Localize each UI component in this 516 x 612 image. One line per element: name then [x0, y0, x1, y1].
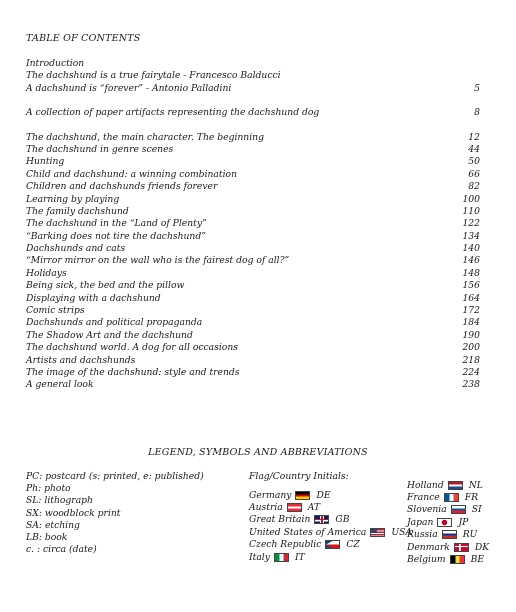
toc-gap — [26, 95, 480, 107]
toc-entry-title: Dachshunds and cats — [26, 243, 126, 255]
toc-entry-page: 82 — [468, 181, 480, 193]
flag-list-right — [407, 479, 489, 566]
flag-nl-icon — [448, 481, 463, 490]
toc-entry[interactable] — [26, 181, 480, 193]
country-code: FR — [464, 492, 479, 504]
toc-entry[interactable] — [26, 169, 480, 181]
toc-entry-title: Holidays — [26, 267, 67, 279]
toc-entry-page: 164 — [462, 292, 480, 304]
country-name: Austria — [249, 502, 283, 514]
country-code: JP — [458, 516, 469, 528]
toc-entry-title: Comic strips — [26, 305, 85, 317]
toc-entry-page: 148 — [462, 267, 480, 279]
toc-entry[interactable] — [26, 231, 480, 243]
toc-entry[interactable] — [26, 367, 480, 379]
toc-entry-page: 110 — [462, 205, 480, 217]
flag-legend-item — [249, 539, 412, 551]
toc-entry[interactable] — [26, 293, 480, 305]
toc-entry-title: The dachshund in genre scenes — [26, 143, 174, 155]
flag-legend-item — [407, 504, 489, 516]
country-code: RU — [462, 529, 478, 541]
flag-legend-item — [249, 551, 412, 563]
toc-entry-title: The dachshund, the main character. The beginning — [26, 131, 264, 143]
toc-entry-page: 50 — [468, 156, 480, 168]
toc-entry[interactable] — [26, 206, 480, 218]
flag-jp-icon — [437, 518, 452, 527]
toc-entry[interactable] — [26, 70, 480, 82]
toc-entry[interactable] — [26, 83, 480, 95]
country-name: Slovenia — [407, 504, 447, 516]
toc-entry-title: Dachshunds and political propaganda — [26, 317, 203, 329]
toc-entry[interactable] — [26, 58, 480, 70]
toc-entry-title: Introduction — [26, 58, 85, 69]
toc-entry[interactable] — [26, 330, 480, 342]
country-name: Germany — [249, 489, 292, 501]
flag-gb-icon — [314, 515, 329, 524]
toc-entry[interactable] — [26, 355, 480, 367]
toc-entry[interactable] — [26, 243, 480, 255]
toc-list — [26, 58, 480, 392]
toc-entry-page: 122 — [462, 218, 480, 230]
flag-legend-item — [407, 491, 489, 503]
abbreviation-item: SA: etching — [26, 519, 80, 531]
abbreviation-item: SL: lithograph — [26, 495, 93, 507]
flag-cz-icon — [325, 540, 340, 549]
toc-entry-page: 146 — [462, 255, 480, 267]
toc-entry[interactable] — [26, 317, 480, 329]
toc-entry-title: Displaying with a dachshund — [26, 292, 161, 304]
toc-entry-page: 5 — [474, 82, 480, 94]
toc-entry-page: 218 — [462, 354, 480, 366]
toc-entry-page: 134 — [462, 230, 480, 242]
toc-entry-title: Being sick, the bed and the pillow — [26, 280, 185, 292]
toc-entry-title: The dachshund world. A dog for all occasions — [26, 342, 238, 354]
toc-entry-page: 184 — [462, 317, 480, 329]
flag-legend-item — [249, 501, 412, 513]
flag-legend-item — [407, 479, 489, 491]
flag-legend-item — [407, 553, 489, 565]
abbreviation-item: Ph: photo — [26, 483, 71, 495]
toc-entry-page: 200 — [462, 342, 480, 354]
flag-it-icon — [274, 553, 289, 562]
toc-entry[interactable] — [26, 107, 480, 119]
flag-legend-item — [407, 541, 489, 553]
toc-entry-page: 190 — [462, 329, 480, 341]
flag-si-icon — [451, 505, 466, 514]
country-code: USA — [391, 526, 413, 538]
abbreviations-list — [26, 471, 204, 556]
toc-entry[interactable] — [26, 156, 480, 168]
toc-entry-page: 156 — [462, 280, 480, 292]
country-code: CZ — [346, 539, 360, 551]
flag-legend-item — [249, 489, 412, 501]
country-code: GB — [335, 514, 350, 526]
abbreviation-item: c. : circa (date) — [26, 544, 97, 556]
country-name: Denmark — [407, 541, 450, 553]
country-code: DE — [316, 489, 331, 501]
toc-entry[interactable] — [26, 194, 480, 206]
toc-entry[interactable] — [26, 268, 480, 280]
country-name: Great Britain — [249, 514, 311, 526]
flag-legend-item — [249, 526, 412, 538]
country-name: Japan — [407, 516, 434, 528]
country-code: DK — [474, 541, 490, 553]
toc-entry[interactable] — [26, 218, 480, 230]
toc-entry-title: The Shadow Art and the dachshund — [26, 329, 193, 341]
flag-be-icon — [450, 555, 465, 564]
country-name: Holland — [407, 479, 444, 491]
flag-fr-icon — [444, 493, 459, 502]
toc-entry-title: Learning by playing — [26, 193, 120, 205]
toc-entry-title: Child and dachshund: a winning combination — [26, 168, 237, 180]
toc-title: TABLE OF CONTENTS — [26, 33, 141, 44]
flag-legend-item — [249, 514, 412, 526]
toc-entry-page: 66 — [468, 168, 480, 180]
toc-entry[interactable] — [26, 379, 480, 391]
country-code: IT — [294, 551, 305, 563]
flags-header: Flag/Country Initials: — [249, 471, 349, 482]
country-code: SI — [471, 504, 482, 516]
country-name: United States of America — [249, 526, 367, 538]
toc-entry-title: Children and dachshunds friends forever — [26, 181, 218, 193]
toc-entry[interactable] — [26, 255, 480, 267]
toc-entry-page: 44 — [468, 143, 480, 155]
toc-entry[interactable] — [26, 342, 480, 354]
toc-entry-title: The family dachshund — [26, 205, 129, 217]
toc-entry-page: 100 — [462, 193, 480, 205]
toc-entry-page: 238 — [462, 379, 480, 391]
country-code: AT — [307, 502, 321, 514]
flag-ru-icon — [442, 530, 457, 539]
toc-entry-title: The dachshund in the “Land of Plenty” — [26, 218, 207, 230]
toc-entry-title: A dachshund is “forever” - Antonio Palladini — [26, 82, 232, 94]
toc-entry-title: A collection of paper artifacts representing the dachshund dog — [26, 107, 320, 119]
abbreviation-item: PC: postcard (s: printed, e: published) — [26, 471, 204, 482]
country-name: France — [407, 492, 440, 504]
toc-gap — [26, 120, 480, 132]
country-name: Russia — [407, 529, 438, 541]
toc-entry-title: Artists and dachshunds — [26, 354, 136, 366]
country-code: NL — [468, 479, 483, 491]
toc-entry-page: 12 — [468, 131, 480, 143]
country-name: Belgium — [407, 554, 446, 566]
flag-legend-item — [407, 529, 489, 541]
flag-at-icon — [287, 503, 302, 512]
toc-entry[interactable] — [26, 132, 480, 144]
toc-entry[interactable] — [26, 280, 480, 292]
flag-list-left — [249, 471, 412, 563]
toc-entry-title: The image of the dachshund: style and trends — [26, 366, 240, 378]
country-name: Italy — [249, 551, 270, 563]
flag-dk-icon — [454, 543, 469, 552]
toc-entry[interactable] — [26, 305, 480, 317]
country-name: Czech Republic — [249, 539, 322, 551]
toc-entry-title: The dachshund is a true fairytale - Francesco Balducci — [26, 70, 281, 82]
toc-entry-title: Hunting — [26, 156, 65, 168]
toc-entry-title: “Mirror mirror on the wall who is the fairest dog of all?” — [26, 255, 290, 267]
toc-entry-page: 8 — [474, 107, 480, 119]
toc-entry-page: 224 — [462, 366, 480, 378]
toc-entry-title: “Barking does not tire the dachshund” — [26, 230, 206, 242]
toc-entry-page: 172 — [462, 305, 480, 317]
abbreviation-item: SX: woodblock print — [26, 507, 121, 519]
toc-entry-page: 140 — [462, 243, 480, 255]
flag-legend-item — [407, 516, 489, 528]
legend-title: LEGEND, SYMBOLS AND ABBREVIATIONS — [148, 447, 368, 458]
flag-usa-icon — [370, 528, 385, 537]
country-code: BE — [470, 554, 485, 566]
abbreviation-item: LB: book — [26, 532, 68, 544]
flag-de-icon — [295, 491, 310, 500]
toc-entry[interactable] — [26, 144, 480, 156]
toc-entry-title: A general look — [26, 379, 94, 391]
